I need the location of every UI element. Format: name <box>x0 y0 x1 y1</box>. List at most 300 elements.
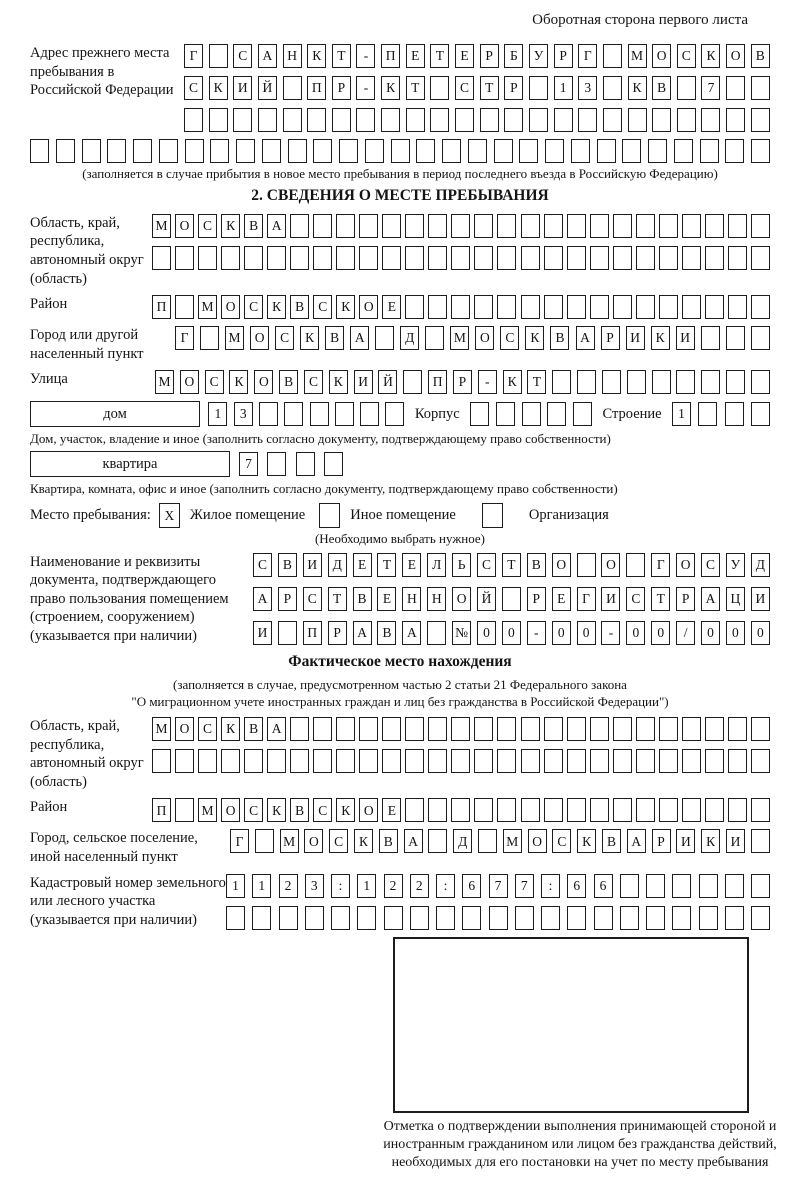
char-box: О <box>452 587 471 611</box>
char-box <box>676 370 695 394</box>
char-box: К <box>577 829 596 853</box>
char-box: А <box>258 44 277 68</box>
char-box <box>705 295 724 319</box>
char-row <box>184 44 770 68</box>
char-box <box>497 295 516 319</box>
char-box <box>56 139 75 163</box>
char-row <box>184 108 770 132</box>
char-box: А <box>627 829 646 853</box>
char-box: Г <box>184 44 203 68</box>
char-box: С <box>552 829 571 853</box>
char-box <box>522 402 541 426</box>
char-box <box>82 139 101 163</box>
char-box: С <box>304 370 323 394</box>
char-box: М <box>628 44 647 68</box>
char-box: - <box>356 44 375 68</box>
char-box <box>567 214 586 238</box>
char-box <box>603 76 622 100</box>
char-box <box>705 749 724 773</box>
char-box: П <box>307 76 326 100</box>
char-box <box>646 906 665 930</box>
char-box: К <box>300 326 319 350</box>
char-box: В <box>353 587 372 611</box>
char-box: И <box>354 370 373 394</box>
char-box: Й <box>477 587 496 611</box>
char-box: К <box>209 76 228 100</box>
confirmation-mark-caption: Отметка о подтверждении выполнения принимающей стороной и иностранным гражданином или лицом без гражданства действий, необходимых для его постановки на учет по месту пребывания <box>383 1118 777 1170</box>
char-box <box>497 246 516 270</box>
kvartira-char-row <box>239 452 343 476</box>
char-box: Т <box>377 553 396 577</box>
char-row <box>226 874 770 898</box>
char-box: 0 <box>477 621 496 645</box>
char-box: Е <box>552 587 571 611</box>
char-box <box>751 906 770 930</box>
char-box <box>544 798 563 822</box>
char-box <box>521 749 540 773</box>
char-box: Н <box>402 587 421 611</box>
char-box <box>451 295 470 319</box>
char-box: 6 <box>594 874 613 898</box>
char-box: / <box>676 621 695 645</box>
char-box <box>652 108 671 132</box>
char-box <box>544 749 563 773</box>
char-box <box>284 402 303 426</box>
char-box <box>470 402 489 426</box>
char-box: 0 <box>577 621 596 645</box>
char-box: Е <box>382 798 401 822</box>
char-box: 2 <box>279 874 298 898</box>
char-box: - <box>601 621 620 645</box>
char-box: В <box>652 76 671 100</box>
char-box <box>428 717 447 741</box>
dom-box-label: дом <box>30 401 200 427</box>
char-box: К <box>525 326 544 350</box>
char-box: С <box>244 798 263 822</box>
char-box <box>262 139 281 163</box>
char-box: Р <box>652 829 671 853</box>
char-box <box>659 214 678 238</box>
char-box: П <box>152 798 171 822</box>
char-box: М <box>155 370 174 394</box>
char-box <box>255 829 274 853</box>
char-box: И <box>676 829 695 853</box>
char-box <box>313 717 332 741</box>
section2-title: 2. СВЕДЕНИЯ О МЕСТЕ ПРЕБЫВАНИЯ <box>251 186 549 204</box>
char-box: Т <box>480 76 499 100</box>
char-box: Р <box>504 76 523 100</box>
char-box: А <box>267 717 286 741</box>
char-box <box>474 295 493 319</box>
char-box: М <box>225 326 244 350</box>
char-box: Р <box>601 326 620 350</box>
char-box <box>359 246 378 270</box>
char-box <box>751 108 770 132</box>
char-box <box>590 717 609 741</box>
char-box <box>577 370 596 394</box>
char-box <box>405 717 424 741</box>
char-box <box>175 295 194 319</box>
char-box <box>705 717 724 741</box>
char-box <box>331 906 350 930</box>
char-box: К <box>329 370 348 394</box>
char-box <box>590 798 609 822</box>
char-box <box>405 749 424 773</box>
char-box <box>659 798 678 822</box>
char-box: О <box>552 553 571 577</box>
char-box <box>313 749 332 773</box>
char-box <box>184 108 203 132</box>
char-box: 7 <box>489 874 508 898</box>
char-box <box>279 906 298 930</box>
char-box: С <box>477 553 496 577</box>
char-box <box>613 295 632 319</box>
char-box: Д <box>453 829 472 853</box>
char-box <box>544 246 563 270</box>
char-box: В <box>244 717 263 741</box>
char-row <box>152 214 770 238</box>
char-box <box>339 139 358 163</box>
fact-oblast-rows <box>152 717 770 773</box>
char-box <box>613 214 632 238</box>
char-box: - <box>527 621 546 645</box>
char-box: К <box>336 295 355 319</box>
char-box <box>391 139 410 163</box>
char-box: О <box>254 370 273 394</box>
char-box <box>210 139 229 163</box>
char-box <box>107 139 126 163</box>
char-row <box>184 76 770 100</box>
char-box <box>567 717 586 741</box>
char-box: Е <box>382 295 401 319</box>
char-box <box>554 108 573 132</box>
char-box <box>474 214 493 238</box>
char-box: Р <box>480 44 499 68</box>
char-box: 6 <box>462 874 481 898</box>
char-box: 6 <box>567 874 586 898</box>
char-box: И <box>676 326 695 350</box>
mesto-prebyvaniya-row <box>30 503 770 528</box>
char-box <box>577 553 596 577</box>
char-box <box>726 108 745 132</box>
char-box <box>451 214 470 238</box>
char-box <box>290 214 309 238</box>
document-field <box>30 553 770 646</box>
char-box <box>682 749 701 773</box>
char-box <box>521 717 540 741</box>
char-box <box>313 139 332 163</box>
char-box: В <box>290 798 309 822</box>
char-box <box>430 108 449 132</box>
fact-raion-field <box>30 798 770 822</box>
char-box <box>336 246 355 270</box>
char-box: Р <box>554 44 573 68</box>
char-box <box>405 246 424 270</box>
char-box <box>290 749 309 773</box>
char-box <box>455 108 474 132</box>
char-box <box>497 749 516 773</box>
prev-address-note: (заполняется в случае прибытия в новое место пребывания в период последнего въезда в Российскую Федерацию) <box>82 166 718 181</box>
char-box <box>278 621 297 645</box>
char-box <box>573 402 592 426</box>
page-header-note: Оборотная сторона первого листа <box>532 12 748 28</box>
char-box <box>726 326 745 350</box>
char-box <box>200 326 219 350</box>
char-box <box>267 452 286 476</box>
char-box: С <box>198 717 217 741</box>
char-box <box>728 798 747 822</box>
inoe-checkbox <box>319 503 340 528</box>
char-box <box>590 749 609 773</box>
char-box: С <box>701 553 720 577</box>
char-row <box>253 587 770 611</box>
char-box <box>382 749 401 773</box>
char-box <box>428 246 447 270</box>
char-box: К <box>267 798 286 822</box>
char-box: Ь <box>452 553 471 577</box>
char-box <box>529 76 548 100</box>
char-box <box>313 214 332 238</box>
char-box <box>613 749 632 773</box>
char-box <box>436 906 455 930</box>
char-box <box>705 214 724 238</box>
char-box <box>406 108 425 132</box>
raion-field <box>30 295 770 319</box>
char-box <box>751 717 770 741</box>
char-box: 3 <box>234 402 253 426</box>
char-box <box>529 108 548 132</box>
inoe-label: Иное помещение <box>350 506 456 523</box>
char-box: О <box>676 553 695 577</box>
char-box <box>385 402 404 426</box>
char-box: В <box>602 829 621 853</box>
char-box <box>267 749 286 773</box>
char-box <box>474 798 493 822</box>
char-box: С <box>275 326 294 350</box>
char-box: О <box>175 717 194 741</box>
fact-oblast-field <box>30 717 770 791</box>
char-box: С <box>677 44 696 68</box>
char-box <box>682 717 701 741</box>
char-box <box>674 139 693 163</box>
char-box: У <box>529 44 548 68</box>
char-box <box>728 295 747 319</box>
char-box <box>636 717 655 741</box>
char-box: Г <box>577 587 596 611</box>
char-box <box>405 214 424 238</box>
char-box <box>375 326 394 350</box>
char-box <box>451 246 470 270</box>
char-box: О <box>359 295 378 319</box>
gorod-field <box>30 326 770 363</box>
char-box <box>627 370 646 394</box>
kadastr-label: Кадастровый номер земельного или лесного участка (указывается при наличии) <box>30 874 226 928</box>
char-box <box>478 829 497 853</box>
char-row <box>152 295 770 319</box>
char-box <box>360 402 379 426</box>
char-box: И <box>253 621 272 645</box>
char-box: Й <box>258 76 277 100</box>
char-box <box>620 874 639 898</box>
char-box <box>544 295 563 319</box>
kvartira-row <box>30 451 770 477</box>
char-box <box>620 906 639 930</box>
fact-title: Фактическое место нахождения <box>288 653 512 671</box>
char-box <box>521 798 540 822</box>
char-box: В <box>325 326 344 350</box>
char-box: А <box>350 326 369 350</box>
char-box: 2 <box>384 874 403 898</box>
char-box <box>603 44 622 68</box>
char-box <box>613 717 632 741</box>
char-row <box>155 370 770 394</box>
char-box <box>313 246 332 270</box>
char-box <box>544 214 563 238</box>
char-box <box>504 108 523 132</box>
char-box: 0 <box>751 621 770 645</box>
char-box <box>442 139 461 163</box>
char-box <box>751 798 770 822</box>
char-box <box>751 874 770 898</box>
char-box <box>659 749 678 773</box>
char-box <box>521 246 540 270</box>
dom-char-row <box>208 402 404 426</box>
fact-raion-label: Район <box>30 799 68 816</box>
char-box: К <box>354 829 373 853</box>
char-row-full-width <box>30 139 770 163</box>
char-box <box>497 798 516 822</box>
char-box: А <box>402 621 421 645</box>
char-box: С <box>500 326 519 350</box>
char-box: Е <box>402 553 421 577</box>
char-box <box>613 798 632 822</box>
char-box: И <box>601 587 620 611</box>
char-box <box>751 139 770 163</box>
char-box: В <box>377 621 396 645</box>
char-box <box>590 246 609 270</box>
stroenie-char-row <box>672 402 770 426</box>
char-box: В <box>278 553 297 577</box>
confirmation-mark-box <box>393 937 749 1113</box>
char-box <box>648 139 667 163</box>
char-box <box>381 108 400 132</box>
char-box <box>603 108 622 132</box>
fact-gorod-label: Город, сельское поселение, иной населенный пункт <box>30 830 198 865</box>
char-box <box>698 402 717 426</box>
char-box: К <box>336 798 355 822</box>
char-box <box>751 370 770 394</box>
char-box <box>335 402 354 426</box>
char-box: О <box>180 370 199 394</box>
char-box <box>336 717 355 741</box>
char-box <box>305 906 324 930</box>
char-box: М <box>198 798 217 822</box>
char-box <box>728 214 747 238</box>
char-box <box>545 139 564 163</box>
char-box <box>725 874 744 898</box>
char-box: А <box>267 214 286 238</box>
char-box: М <box>152 717 171 741</box>
char-box: А <box>404 829 423 853</box>
char-row <box>152 749 770 773</box>
char-box: И <box>751 587 770 611</box>
char-box <box>636 214 655 238</box>
mesto-label: Место пребывания: <box>30 506 151 523</box>
char-box: 0 <box>552 621 571 645</box>
char-box <box>428 214 447 238</box>
char-box: Е <box>455 44 474 68</box>
char-box <box>489 906 508 930</box>
char-box <box>725 139 744 163</box>
char-box: П <box>152 295 171 319</box>
char-box <box>359 749 378 773</box>
char-box <box>636 295 655 319</box>
char-box: Л <box>427 553 446 577</box>
char-box <box>382 214 401 238</box>
char-box: 2 <box>410 874 429 898</box>
char-box <box>296 452 315 476</box>
char-box <box>428 749 447 773</box>
char-box: Е <box>353 553 372 577</box>
char-box <box>359 214 378 238</box>
char-box: 1 <box>672 402 691 426</box>
char-box <box>324 452 343 476</box>
prev-address-rows <box>184 44 770 132</box>
char-box <box>547 402 566 426</box>
char-box: К <box>381 76 400 100</box>
prev-address-block <box>30 44 770 132</box>
char-box <box>209 44 228 68</box>
char-box: В <box>379 829 398 853</box>
char-box: Г <box>175 326 194 350</box>
char-box: М <box>503 829 522 853</box>
kvartira-note: Квартира, комната, офис и иное (заполнить согласно документу, подтверждающему право собственности) <box>30 481 618 496</box>
char-box <box>652 370 671 394</box>
char-box <box>699 906 718 930</box>
char-box: Т <box>527 370 546 394</box>
char-box <box>175 749 194 773</box>
char-box <box>567 295 586 319</box>
char-box <box>382 717 401 741</box>
char-box <box>494 139 513 163</box>
oblast-rows <box>152 214 770 270</box>
char-box: К <box>503 370 522 394</box>
char-box <box>701 326 720 350</box>
char-box: 1 <box>208 402 227 426</box>
char-box: Р <box>676 587 695 611</box>
char-row <box>253 621 770 645</box>
char-box: О <box>652 44 671 68</box>
zhiloe-label: Жилое помещение <box>189 506 306 523</box>
char-box: О <box>175 214 194 238</box>
char-box: Р <box>278 587 297 611</box>
char-box <box>705 798 724 822</box>
char-box <box>175 798 194 822</box>
char-box <box>226 906 245 930</box>
char-box: И <box>303 553 322 577</box>
char-box: Т <box>328 587 347 611</box>
char-box <box>428 829 447 853</box>
char-box <box>628 108 647 132</box>
char-box <box>365 139 384 163</box>
char-box: Г <box>578 44 597 68</box>
char-box: О <box>726 44 745 68</box>
char-box <box>233 108 252 132</box>
char-box <box>185 139 204 163</box>
char-box: 1 <box>554 76 573 100</box>
char-box: О <box>221 798 240 822</box>
char-box: О <box>221 295 240 319</box>
